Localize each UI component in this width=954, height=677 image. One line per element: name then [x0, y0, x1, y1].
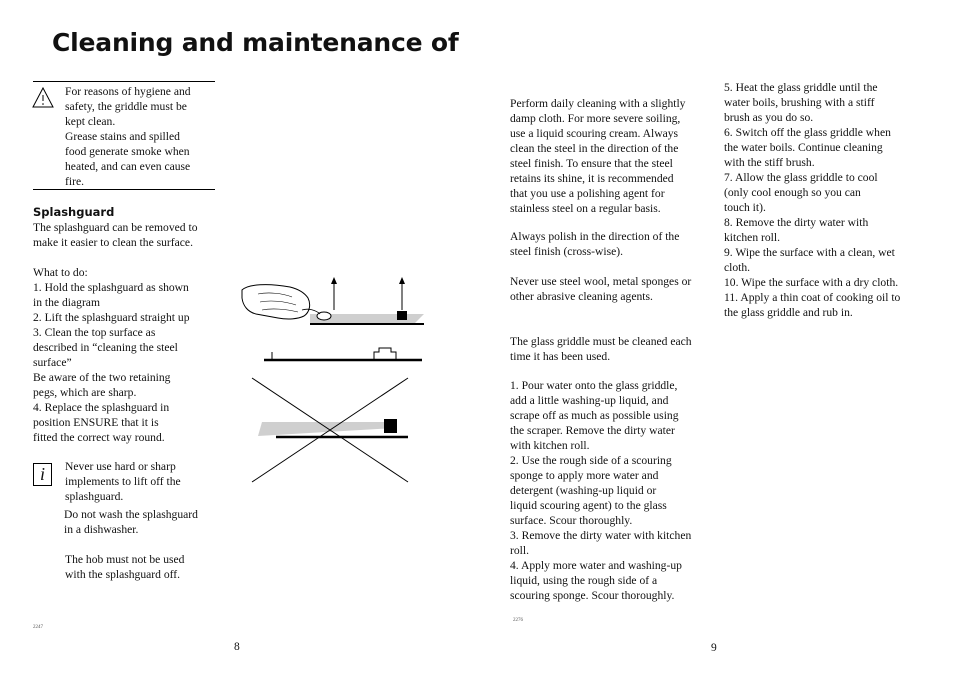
text-line: Perform daily cleaning with a slightly [510, 97, 686, 110]
text-line: steel finish. To ensure that the steel [510, 157, 673, 170]
text-line: 2. Use the rough side of a scouring [510, 454, 672, 467]
glass-griddle-steps [510, 378, 691, 603]
text-line: fitted the correct way round. [33, 431, 165, 444]
text-line: 9. Wipe the surface with a clean, wet [724, 246, 895, 259]
text-line: the water boils. Continue cleaning [724, 141, 883, 154]
text-line: splashguard. [65, 490, 124, 503]
footer-code-left: 2247 [33, 625, 43, 630]
text-line: use a liquid scouring cream. Always [510, 127, 679, 140]
info-note-tools [65, 459, 181, 504]
text-line: the glass griddle and rub in. [724, 306, 853, 319]
text-line: heated, and can even cause [65, 160, 191, 173]
text-line: add a little washing-up liquid, and [510, 394, 669, 407]
text-line: 6. Switch off the glass griddle when [724, 126, 891, 139]
text-line: brush as you do so. [724, 111, 814, 124]
info-note-dishwasher [64, 507, 198, 537]
splashguard-diagram [238, 270, 428, 490]
text-line: that you use a polishing agent for [510, 187, 665, 200]
what-to-do-label: What to do: [33, 266, 88, 279]
info-i-icon: i [33, 463, 52, 486]
text-line: 3. Remove the dirty water with kitchen [510, 529, 692, 542]
footer-code-right: 2276 [513, 618, 523, 623]
page-title: Cleaning and maintenance of [52, 28, 459, 57]
text-line: food generate smoke when [65, 145, 190, 158]
abrasive-warning-text [510, 274, 691, 304]
text-line: 3. Clean the top surface as [33, 326, 156, 339]
text-line: in a dishwasher. [64, 523, 139, 536]
text-line: make it easier to clean the surface. [33, 236, 193, 249]
splashguard-intro [33, 220, 198, 250]
text-line: the scraper. Remove the dirty water [510, 424, 675, 437]
text-line: 1. Hold the splashguard as shown [33, 281, 189, 294]
text-line: Never use steel wool, metal sponges or [510, 275, 692, 288]
text-line: 7. Allow the glass griddle to cool [724, 171, 878, 184]
text-line: pegs, which are sharp. [33, 386, 137, 399]
text-line: roll. [510, 544, 529, 557]
warning-bottom-rule [33, 189, 215, 190]
splashguard-steps [33, 280, 190, 445]
text-line: kitchen roll. [724, 231, 781, 244]
text-line: scrape off as much as possible using [510, 409, 679, 422]
text-line: Do not wash the splashguard [64, 508, 198, 521]
text-line: with the splashguard off. [65, 568, 181, 581]
text-line: steel finish (cross-wise). [510, 245, 624, 258]
text-line: stainless steel on a regular basis. [510, 202, 661, 215]
text-line: 5. Heat the glass griddle until the [724, 81, 878, 94]
text-line: fire. [65, 175, 84, 188]
text-line: detergent (washing-up liquid or [510, 484, 657, 497]
diagram-side-panel [264, 348, 422, 360]
page-number-right: 9 [711, 642, 717, 654]
glass-griddle-intro [510, 334, 692, 364]
splashguard-heading: Splashguard [33, 205, 115, 219]
text-line: (only cool enough so you can [724, 186, 861, 199]
diagram-wrong-way-panel [252, 378, 408, 482]
text-line: position ENSURE that it is [33, 416, 159, 429]
page-number-left: 8 [234, 641, 240, 653]
text-line: touch it). [724, 201, 766, 214]
text-line: time it has been used. [510, 350, 611, 363]
text-line: surface. Scour thoroughly. [510, 514, 633, 527]
text-line: The hob must not be used [65, 553, 185, 566]
text-line: For reasons of hygiene and [65, 85, 191, 98]
text-line: sponge to apply more water and [510, 469, 659, 482]
text-line: 10. Wipe the surface with a dry cloth. [724, 276, 899, 289]
steel-cleaning-text [510, 96, 685, 216]
text-line: 4. Replace the splashguard in [33, 401, 170, 414]
text-line: kept clean. [65, 115, 116, 128]
text-line: 8. Remove the dirty water with [724, 216, 869, 229]
text-line: safety, the griddle must be [65, 100, 187, 113]
text-line: other abrasive cleaning agents. [510, 290, 653, 303]
text-line: scouring sponge. Scour thoroughly. [510, 589, 675, 602]
warning-text [65, 84, 191, 189]
diagram-lift-panel [242, 277, 424, 324]
text-line: Be aware of the two retaining [33, 371, 171, 384]
text-line: in the diagram [33, 296, 100, 309]
text-line: liquid scouring agent) to the glass [510, 499, 667, 512]
text-line: 1. Pour water onto the glass griddle, [510, 379, 678, 392]
polish-direction-text [510, 229, 679, 259]
text-line: liquid, using the rough side of a [510, 574, 658, 587]
text-line: The splashguard can be removed to [33, 221, 198, 234]
text-line: Grease stains and spilled [65, 130, 180, 143]
text-line: Never use hard or sharp [65, 460, 176, 473]
text-line: described in “cleaning the steel [33, 341, 178, 354]
glass-griddle-steps-continued [724, 80, 900, 320]
text-line: with the stiff brush. [724, 156, 815, 169]
warning-triangle-icon [31, 86, 55, 110]
text-line: surface” [33, 356, 72, 369]
text-line: cloth. [724, 261, 751, 274]
text-line: water boils, brushing with a stiff [724, 96, 875, 109]
text-line: implements to lift off the [65, 475, 181, 488]
text-line: 4. Apply more water and washing-up [510, 559, 682, 572]
text-line: The glass griddle must be cleaned each [510, 335, 692, 348]
text-line: 2. Lift the splashguard straight up [33, 311, 190, 324]
info-note-hob [65, 552, 184, 582]
text-line: 11. Apply a thin coat of cooking oil to [724, 291, 901, 304]
text-line: retains its shine, it is recommended [510, 172, 674, 185]
text-line: with kitchen roll. [510, 439, 590, 452]
warning-top-rule [33, 81, 215, 82]
text-line: damp cloth. For more severe soiling, [510, 112, 681, 125]
text-line: Always polish in the direction of the [510, 230, 680, 243]
text-line: clean the steel in the direction of the [510, 142, 679, 155]
